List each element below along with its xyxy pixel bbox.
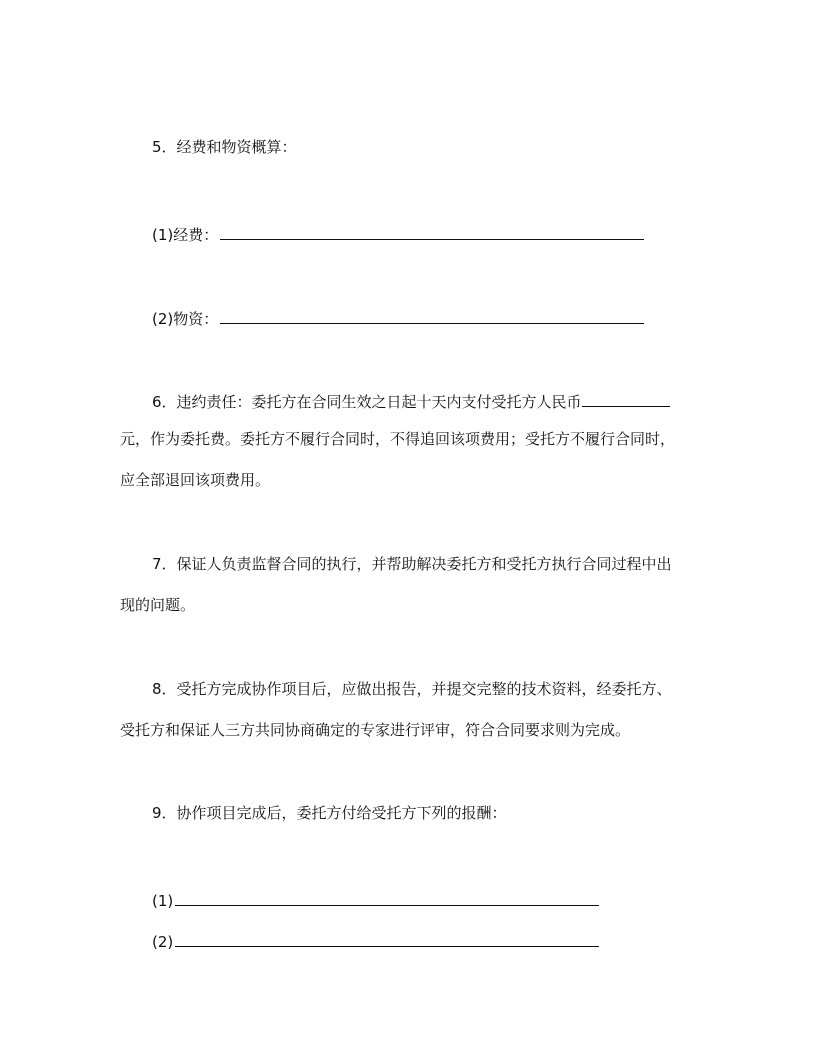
reward-line-1 xyxy=(152,889,599,909)
section-7-line-2 xyxy=(120,598,195,613)
section-6-text-2: 元，作为委托费。委托方不履行合同时，不得追回该项费用；受托方不履行合同时， xyxy=(120,430,676,448)
materials-label: (2)物资： xyxy=(152,310,219,328)
section-6-text-3: 应全部退回该项费用。 xyxy=(120,471,271,489)
section-5-heading-text: 5．经费和物资概算： xyxy=(152,138,297,156)
section-9-heading xyxy=(152,806,507,821)
section-5-heading xyxy=(152,140,297,155)
reward-1-blank[interactable] xyxy=(175,889,599,906)
section-7-line-1 xyxy=(152,557,672,572)
reward-1-label: (1) xyxy=(152,892,174,910)
funding-blank[interactable] xyxy=(220,223,644,240)
section-6-text-1: 6．违约责任：委托方在合同生效之日起十天内支付受托方人民币 xyxy=(152,393,582,411)
materials-blank[interactable] xyxy=(220,307,644,324)
funding-label: (1)经费： xyxy=(152,226,219,244)
funding-line xyxy=(152,223,644,243)
section-7-text-2: 现的问题。 xyxy=(120,596,196,614)
section-6-line-3 xyxy=(120,473,270,488)
section-7-text-1: 7．保证人负责监督合同的执行，并帮助解决委托方和受托方执行合同过程中出 xyxy=(152,555,672,573)
section-6-line-2 xyxy=(120,432,675,447)
amount-blank[interactable] xyxy=(582,390,670,407)
section-8-line-2 xyxy=(120,723,630,738)
materials-line xyxy=(152,307,644,327)
section-8-line-1 xyxy=(152,682,672,697)
section-6-line-1 xyxy=(152,390,670,410)
section-8-text-2: 受托方和保证人三方共同协商确定的专家进行评审，符合合同要求则为完成。 xyxy=(120,721,631,739)
section-8-text-1: 8．受托方完成协作项目后，应做出报告，并提交完整的技术资料，经委托方、 xyxy=(152,680,672,698)
section-9-heading-text: 9．协作项目完成后，委托方付给受托方下列的报酬： xyxy=(152,804,507,822)
reward-2-blank[interactable] xyxy=(175,930,599,947)
reward-line-2 xyxy=(152,930,599,950)
reward-2-label: (2) xyxy=(152,933,174,951)
